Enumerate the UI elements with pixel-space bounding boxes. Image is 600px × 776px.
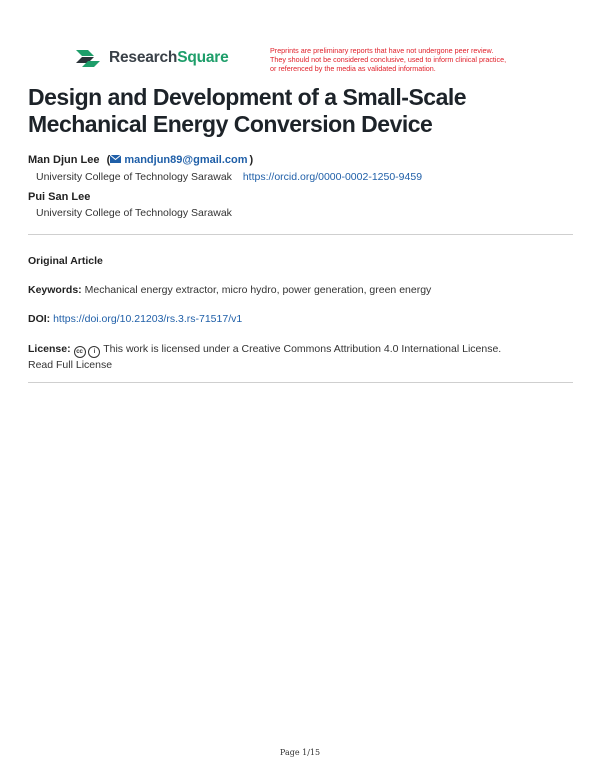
keywords-row xyxy=(28,284,431,296)
license-row xyxy=(28,343,573,358)
license-text: This work is licensed under a Creative Commons Attribution 4.0 International License. xyxy=(103,343,502,355)
disclaimer-line-1: Preprints are preliminary reports that have not undergone peer review. xyxy=(270,46,494,55)
author-2-name: Pui San Lee xyxy=(28,191,91,203)
author-1-email-link[interactable]: mandjun89@gmail.com xyxy=(124,154,248,166)
research-square-logo-icon xyxy=(74,47,104,69)
research-square-logo[interactable] xyxy=(74,47,229,69)
title-line-1: Design and Development of a Small-Scale xyxy=(28,84,467,110)
email-icon xyxy=(110,154,121,166)
by-icon: i xyxy=(88,346,100,358)
author-1-orcid-link[interactable]: https://orcid.org/0000-0002-1250-9459 xyxy=(242,171,423,183)
author-1-affiliation: University College of Technology Sarawak xyxy=(36,171,232,183)
page-number: Page 1/15 xyxy=(279,748,321,757)
author-1-affiliation-row xyxy=(36,171,422,183)
divider-top xyxy=(28,234,573,235)
author-1-name: Man Djun Lee xyxy=(28,154,100,166)
paper-title xyxy=(28,84,578,138)
preprint-disclaimer xyxy=(270,46,560,73)
keywords-label: Keywords: xyxy=(28,284,82,296)
disclaimer-line-3: or referenced by the media as validated information. xyxy=(270,64,436,73)
article-type: Original Article xyxy=(28,255,103,267)
logo-text: ResearchSquare xyxy=(109,49,229,66)
author-2-affiliation: University College of Technology Sarawak xyxy=(36,207,232,219)
disclaimer-line-2: They should not be considered conclusive, used to inform clinical practice, xyxy=(270,55,507,64)
divider-bottom xyxy=(28,382,573,383)
doi-row xyxy=(28,313,242,325)
doi-label: DOI: xyxy=(28,313,51,325)
cc-icon: cc xyxy=(74,346,86,358)
title-line-2: Mechanical Energy Conversion Device xyxy=(28,111,433,137)
license-label: License: xyxy=(28,343,71,355)
doi-link[interactable]: https://doi.org/10.21203/rs.3.rs-71517/v1 xyxy=(53,313,243,325)
keywords-value: Mechanical energy extractor, micro hydro, power generation, green energy xyxy=(84,284,432,296)
read-full-license-link[interactable]: Read Full License xyxy=(28,359,113,371)
author-1: Man Djun Lee ( mandjun89@gmail.com ) xyxy=(28,154,254,166)
